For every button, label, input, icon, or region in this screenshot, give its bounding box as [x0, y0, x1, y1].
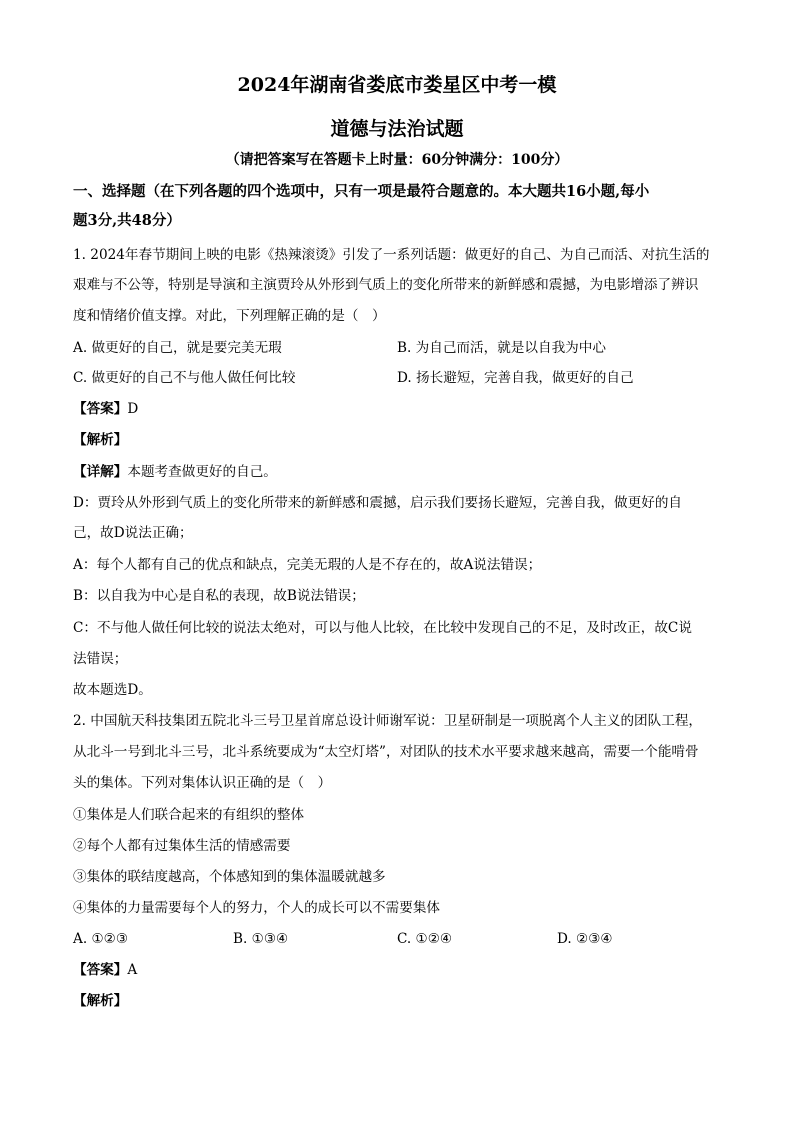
q1-detail-line: 己，故D说法正确； [73, 525, 193, 541]
q1-stem-line: 艰难与不公等，特别是导演和主演贾玲从外形到气质上的变化所带来的新鲜感和震撼，为电影增添了辨识 [73, 277, 699, 293]
q2-item: ②每个人都有过集体生活的情感需要 [73, 838, 291, 854]
q1-option-b: B. 为自己而活，就是以自我为中心 [397, 340, 606, 356]
section-heading-line-1: 一、选择题（在下列各题的四个选项中，只有一项是最符合题意的。本大题共16小题,每小 [73, 183, 650, 200]
answer-tag: 【答案】 [73, 962, 128, 978]
answer-value: D [127, 401, 139, 417]
q2-item: ④集体的力量需要每个人的努力，个人的成长可以不需要集体 [73, 900, 441, 916]
q1-detail [73, 462, 277, 482]
q1-detail-line: 故本题选D。 [73, 682, 152, 698]
q1-detail-line: 法错误； [73, 651, 128, 667]
q1-detail-line: C：不与他人做任何比较的说法太绝对，可以与他人比较，在比较中发现自己的不足，及时改正，故C说 [73, 620, 692, 636]
q2-option-b: B. ①③④ [233, 931, 289, 947]
answer-tag: 【答案】 [73, 401, 128, 417]
q2-item: ③集体的联结度越高，个体感知到的集体温暖就越多 [73, 869, 386, 885]
detail-text: 本题考查做更好的自己。 [127, 464, 277, 480]
exam-subtitle: 道德与法治试题 [330, 118, 464, 140]
q2-stem-line: 2. 中国航天科技集团五院北斗三号卫星首席总设计师谢军说：卫星研制是一项脱离个人主义的团队工程， [73, 713, 703, 729]
exam-note: （请把答案写在答题卡上时量：60分钟满分：100分） [225, 152, 569, 168]
exam-title: 2024年湖南省娄底市娄星区中考一模 [237, 74, 557, 96]
q1-option-c: C. 做更好的自己不与他人做任何比较 [73, 370, 296, 386]
q1-answer [73, 399, 138, 419]
q1-stem-line: 1. 2024年春节期间上映的电影《热辣滚烫》引发了一系列话题：做更好的自己、为自己而活、对抗生活的 [73, 247, 710, 263]
q2-stem-line: 头的集体。下列对集体认识正确的是（ ） [73, 775, 332, 791]
q2-answer [73, 960, 137, 980]
answer-value: A [127, 962, 138, 978]
section-heading-line-2: 题3分,共48分） [73, 212, 181, 229]
q1-stem-line: 度和情绪价值支撑。对此，下列理解正确的是（ ） [73, 308, 386, 324]
q1-option-d: D. 扬长避短，完善自我，做更好的自己 [397, 370, 634, 386]
q1-detail-line: D：贾玲从外形到气质上的变化所带来的新鲜感和震撼，启示我们要扬长避短，完善自我，做更好的自 [73, 495, 683, 511]
q2-item: ①集体是人们联合起来的有组织的整体 [73, 807, 305, 823]
q1-detail-line: A：每个人都有自己的优点和缺点，完美无瑕的人是不存在的，故A说法错误； [73, 557, 542, 573]
q1-option-a: A. 做更好的自己，就是要完美无瑕 [73, 340, 282, 356]
q2-analysis-tag [73, 991, 127, 1011]
q2-option-d: D. ②③④ [557, 931, 613, 947]
q1-analysis-tag [73, 430, 127, 450]
q2-option-a: A. ①②③ [73, 931, 129, 947]
q2-option-c: C. ①②④ [397, 931, 453, 947]
analysis-tag: 【解析】 [73, 993, 128, 1009]
analysis-tag: 【解析】 [73, 432, 128, 448]
detail-tag: 【详解】 [73, 464, 128, 480]
q2-stem-line: 从北斗一号到北斗三号，北斗系统要成为“太空灯塔”，对团队的技术水平要求越来越高，需要一个能啃骨 [73, 744, 699, 760]
q1-detail-line: B：以自我为中心是自私的表现，故B说法错误； [73, 588, 365, 604]
